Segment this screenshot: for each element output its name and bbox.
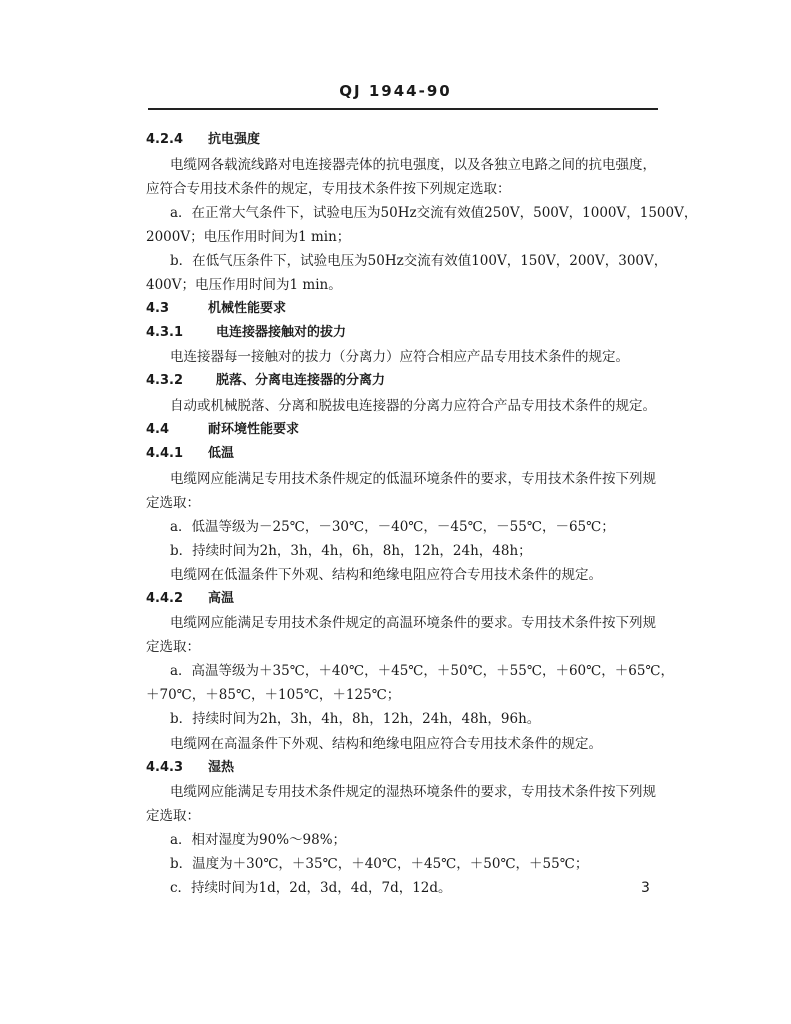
paragraph-line: 电缆网在低温条件下外观、结构和绝缘电阻应符合专用技术条件的规定。 bbox=[170, 567, 602, 583]
paragraph-line: 电连接器每一接触对的拔力（分离力）应符合相应产品专用技术条件的规定。 bbox=[170, 349, 629, 365]
section-title: 机械性能要求 bbox=[208, 301, 287, 316]
section-number: 4.4.2 bbox=[146, 591, 184, 606]
section-title: 湿热 bbox=[208, 760, 235, 775]
list-item-c: c．持续时间为1d，2d，3d，4d，7d，12d。 bbox=[170, 880, 452, 896]
section-title: 脱落、分离电连接器的分离力 bbox=[216, 373, 386, 388]
paragraph-line: 电缆网应能满足专用技术条件规定的低温环境条件的要求，专用技术条件按下列规 bbox=[170, 471, 656, 487]
section-heading-4-3-1 bbox=[146, 324, 346, 342]
section-heading-4-4 bbox=[146, 421, 299, 439]
paragraph-line: 定选取： bbox=[146, 808, 200, 824]
section-heading-4-2-4 bbox=[146, 131, 260, 149]
section-title: 抗电强度 bbox=[208, 132, 261, 147]
paragraph-line: 电缆网在高温条件下外观、结构和绝缘电阻应符合专用技术条件的规定。 bbox=[170, 736, 602, 752]
list-item-b: b．持续时间为2h，3h，4h，6h，8h，12h，24h，48h； bbox=[170, 543, 532, 559]
list-item-a: a．低温等级为－25℃，－30℃，－40℃，－45℃，－55℃，－65℃； bbox=[170, 519, 615, 535]
section-number: 4.3.2 bbox=[146, 373, 184, 388]
paragraph-line: 自动或机械脱落、分离和脱拔电连接器的分离力应符合产品专用技术条件的规定。 bbox=[170, 398, 656, 414]
section-heading-4-3-2 bbox=[146, 372, 385, 390]
paragraph-line: 定选取： bbox=[146, 639, 200, 655]
section-title: 耐环境性能要求 bbox=[208, 422, 300, 437]
section-heading-4-4-1 bbox=[146, 445, 234, 463]
list-item-a: a．高温等级为＋35℃，＋40℃，＋45℃，＋50℃，＋55℃，＋60℃，＋65℃， bbox=[170, 663, 675, 679]
list-item-b: b．持续时间为2h，3h，4h，8h，12h，24h，48h，96h。 bbox=[170, 711, 541, 727]
section-title: 电连接器接触对的拔力 bbox=[216, 325, 347, 340]
document-code-header: QJ 1944-90 bbox=[339, 82, 452, 100]
section-heading-4-4-2 bbox=[146, 590, 234, 608]
section-heading-4-3 bbox=[146, 300, 286, 318]
list-item-b: b．在低气压条件下，试验电压为50Hz交流有效值100V，150V，200V，300V， bbox=[170, 253, 668, 269]
list-item-a: a．在正常大气条件下，试验电压为50Hz交流有效值250V，500V，1000V，1500V， bbox=[170, 205, 698, 221]
section-number: 4.3 bbox=[146, 301, 170, 316]
paragraph-line: 电缆网应能满足专用技术条件规定的湿热环境条件的要求，专用技术条件按下列规 bbox=[170, 784, 656, 800]
list-item-a-cont: ＋70℃，＋85℃，＋105℃，＋125℃； bbox=[146, 687, 401, 703]
paragraph-line: 定选取： bbox=[146, 495, 200, 511]
section-title: 低温 bbox=[208, 446, 235, 461]
list-item-a-cont: 2000V；电压作用时间为1 min； bbox=[146, 229, 351, 245]
section-number: 4.4 bbox=[146, 422, 170, 437]
list-item-b: b．温度为＋30℃，＋35℃，＋40℃，＋45℃，＋50℃，＋55℃； bbox=[170, 856, 589, 872]
paragraph-line: 应符合专用技术条件的规定，专用技术条件按下列规定选取： bbox=[146, 181, 511, 197]
paragraph-line: 电缆网各载流线路对电连接器壳体的抗电强度，以及各独立电路之间的抗电强度， bbox=[170, 157, 656, 173]
list-item-a: a．相对湿度为90%～98%； bbox=[170, 832, 347, 848]
paragraph-line: 电缆网应能满足专用技术条件规定的高温环境条件的要求。专用技术条件按下列规 bbox=[170, 615, 656, 631]
section-heading-4-4-3 bbox=[146, 759, 234, 777]
section-title: 高温 bbox=[208, 591, 235, 606]
header-rule bbox=[148, 108, 658, 110]
list-item-b-cont: 400V；电压作用时间为1 min。 bbox=[146, 277, 342, 293]
section-number: 4.3.1 bbox=[146, 325, 184, 340]
section-number: 4.2.4 bbox=[146, 132, 184, 147]
page-number: 3 bbox=[641, 880, 650, 896]
section-number: 4.4.3 bbox=[146, 760, 184, 775]
section-number: 4.4.1 bbox=[146, 446, 184, 461]
